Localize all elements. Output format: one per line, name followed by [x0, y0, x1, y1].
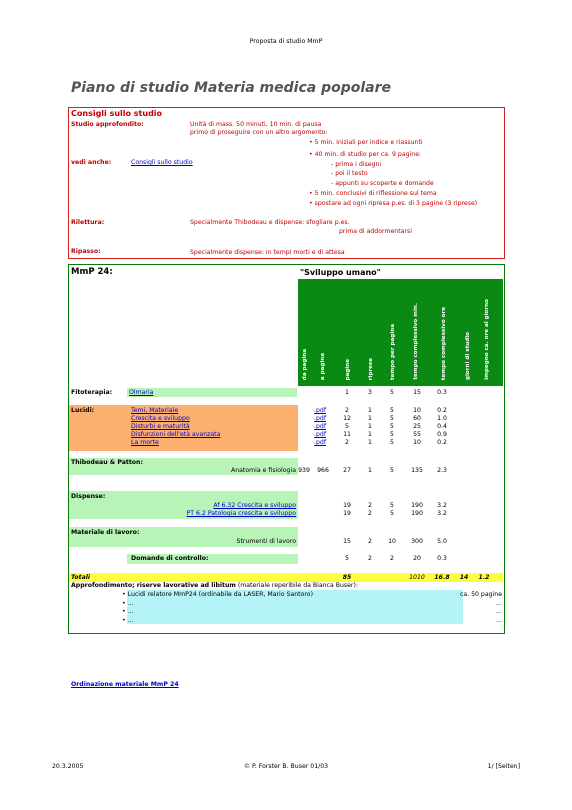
approf-line1: Unità di mass. 50 minuti, 10 min. di pausa	[190, 121, 322, 128]
lucidi-link-2[interactable]: Disturbi e maturità	[131, 423, 190, 430]
approf-item-2: • ...	[122, 600, 134, 608]
lucidi-label: Lucidi:	[71, 407, 95, 414]
column-header	[298, 279, 503, 386]
approf-dots-4: ...	[496, 617, 502, 624]
domande-label: Domande di controllo:	[131, 555, 209, 562]
dispense-link-0[interactable]: Af 6.32 Crescita e sviluppo	[213, 502, 296, 509]
lucidi-riprese-0: 1	[368, 407, 372, 414]
lucidi-pdf-3[interactable]: .pdf	[314, 431, 327, 438]
domande-riprese: 2	[368, 555, 372, 562]
lucidi-tpp-1: 5	[390, 415, 394, 422]
mmp-subtitle: "Sviluppo umano"	[300, 268, 381, 277]
fito-tpp: 5	[390, 389, 394, 396]
bullet-4: • spostare ad ogni ripresa p.es. di 3 pagine (3 riprese)	[309, 200, 477, 208]
rilettura-line1: Specialmente Thibodeau e dispense: sfogliare p.es.	[190, 219, 350, 226]
thibodeau-a: 966	[317, 467, 329, 474]
bullet-2: • 40 min. di studio per ca. 9 pagine:	[309, 151, 421, 159]
lucidi-ore-0: 0.2	[437, 407, 447, 414]
dispense-ore-1: 3.2	[437, 510, 447, 517]
lucidi-ore-3: 0.9	[437, 431, 447, 438]
dispense-ore-0: 3.2	[437, 502, 447, 509]
thibodeau-tpp: 5	[390, 467, 394, 474]
lucidi-min-2: 25	[413, 423, 421, 430]
lucidi-link-4[interactable]: La morte	[131, 439, 159, 446]
fito-min: 15	[413, 389, 421, 396]
lucidi-pagine-2: 5	[345, 423, 349, 430]
fito-label: Fitoterapia:	[71, 389, 113, 396]
lucidi-ore-2: 0.4	[437, 423, 447, 430]
lucidi-tpp-0: 5	[390, 407, 394, 414]
lucidi-pagine-3: 11	[343, 431, 351, 438]
footer-page: 1/ [Seiten]	[487, 763, 520, 770]
approf-item-1-right: ca. 50 pagine	[459, 591, 502, 598]
lucidi-pdf-2[interactable]: .pdf	[314, 423, 327, 430]
footer-copyright: © P. Forster B. Buser 01/03	[243, 763, 329, 770]
approf-dots-2: ...	[496, 600, 502, 607]
ripasso-text: Specialmente dispense: in tempi morti e di attesa	[190, 249, 345, 256]
ripasso-label: Ripasso:	[71, 248, 101, 255]
mmp-title: MmP 24:	[71, 267, 113, 277]
materiale-tpp: 10	[388, 538, 396, 545]
lucidi-min-1: 60	[413, 415, 421, 422]
bullet-3: • 5 min. conclusivi di riflessione sul tema	[309, 190, 437, 198]
materiale-pagine: 15	[343, 538, 351, 545]
approf-item-4: • ...	[122, 617, 134, 625]
lucidi-min-4: 10	[413, 439, 421, 446]
lucidi-tpp-3: 5	[390, 431, 394, 438]
fito-riprese: 3	[368, 389, 372, 396]
col-riprese: riprese	[368, 357, 374, 380]
bullet-1: • 5 min. iniziali per indice e riassunti	[309, 139, 423, 147]
lucidi-ore-4: 0.2	[437, 439, 447, 446]
lucidi-tpp-2: 5	[390, 423, 394, 430]
totali-min: 1010	[409, 574, 425, 581]
thibodeau-riprese: 1	[368, 467, 372, 474]
dispense-pagine-0: 19	[343, 502, 351, 509]
col-pagine: pagine	[345, 358, 351, 380]
thibodeau-ore: 2.3	[437, 467, 447, 474]
rilettura-line2: prima di addormentarsi	[339, 228, 412, 235]
sub-3: - appunti su scoperte e domande	[331, 180, 434, 188]
order-link[interactable]: Ordinazione materiale MmP 24	[71, 681, 179, 688]
vedi-label: vedi anche:	[71, 159, 112, 166]
thibodeau-label: Thibodeau & Patton:	[71, 459, 143, 466]
consigli-link[interactable]: Consigli sullo studio	[131, 159, 193, 166]
approf-note: (materiale reperibile da Bianca Buser):	[235, 582, 358, 589]
lucidi-link-1[interactable]: Crescita e sviluppo	[131, 415, 190, 422]
approf-label: Studio approfondito:	[71, 121, 144, 128]
materiale-riprese: 2	[368, 538, 372, 545]
lucidi-pagine-4: 2	[345, 439, 349, 446]
lucidi-pdf-1[interactable]: .pdf	[314, 415, 327, 422]
dispense-label: Dispense:	[71, 493, 106, 500]
materiale-ore: 5.0	[437, 538, 447, 545]
col-tempo-per-pagina: tempo per pagina	[390, 323, 396, 380]
lucidi-pdf-4[interactable]: .pdf	[314, 439, 327, 446]
lucidi-pdf-0[interactable]: .pdf	[314, 407, 327, 414]
totali-label: Totali	[71, 574, 91, 581]
dispense-link-1[interactable]: PT 6.2 Patologia crescita e sviluppo	[186, 510, 296, 517]
dispense-tpp-1: 5	[390, 510, 394, 517]
col-a-pagina: a pagina	[320, 352, 326, 380]
approf-heading: Approfondimento; riserve lavorative ad libitum	[71, 582, 236, 589]
thibodeau-pagine: 27	[343, 467, 351, 474]
page-header: Proposta di studio MmP	[249, 38, 323, 45]
approf-line2: primo di proseguire con un altro argomento:	[190, 129, 328, 136]
dispense-pagine-1: 19	[343, 510, 351, 517]
dispense-tpp-0: 5	[390, 502, 394, 509]
domande-tpp: 2	[390, 555, 394, 562]
lucidi-riprese-1: 1	[368, 415, 372, 422]
consigli-box	[68, 107, 505, 259]
materiale-min: 300	[411, 538, 423, 545]
totali-ore: 16.8	[434, 574, 450, 581]
consigli-heading: Consigli sullo studio	[71, 109, 163, 118]
col-da-pagina: da pagina	[302, 348, 308, 380]
mmp-box	[68, 264, 505, 634]
fito-pagine: 1	[345, 389, 349, 396]
dispense-min-1: 190	[411, 510, 423, 517]
approf-item-3: • ...	[122, 608, 134, 616]
approf-item-1: • Lucidi relatore MmP24 (ordinabile da LASER, Mario Santoro)	[122, 591, 313, 599]
lucidi-link-0[interactable]: Temi, Materiale	[131, 407, 179, 414]
lucidi-tpp-4: 5	[390, 439, 394, 446]
sub-1: - prima i disegni	[331, 161, 381, 169]
lucidi-min-0: 10	[413, 407, 421, 414]
dispense-min-0: 190	[411, 502, 423, 509]
lucidi-riprese-3: 1	[368, 431, 372, 438]
lucidi-pagine-0: 2	[345, 407, 349, 414]
totali-impegno: 1.2	[478, 574, 490, 581]
thibodeau-da: 939	[298, 467, 310, 474]
materiale-label: Materiale di lavoro:	[71, 529, 140, 536]
page-title: Piano di studio Materia medica popolare	[71, 80, 392, 96]
thibodeau-topic: Anatomia e fisiologia	[230, 467, 296, 474]
rilettura-label: Rilettura:	[71, 219, 105, 226]
sub-2: - poi il testo	[331, 170, 368, 178]
lucidi-pagine-1: 12	[343, 415, 351, 422]
footer-date: 20.3.2005	[52, 763, 84, 770]
col-tempo-ore: tempo complessivo ore	[441, 306, 447, 380]
lucidi-riprese-4: 1	[368, 439, 372, 446]
col-tempo-min: tempo complessivo min.	[413, 303, 419, 380]
domande-min: 20	[413, 555, 421, 562]
dispense-riprese-0: 2	[368, 502, 372, 509]
materiale-topic: Strumenti di lavoro	[236, 538, 296, 545]
totali-pagine: 85	[342, 574, 352, 581]
dispense-riprese-1: 2	[368, 510, 372, 517]
lucidi-ore-1: 1.0	[437, 415, 447, 422]
lucidi-link-3[interactable]: Disfunzioni dell'età avanzata	[131, 431, 221, 438]
col-giorni: giorni di studio	[465, 332, 471, 380]
totali-giorni: 14	[459, 574, 469, 581]
lucidi-riprese-2: 1	[368, 423, 372, 430]
approf-dots-3: ...	[496, 608, 502, 615]
col-impegno: impegno ca. ore al giorno	[484, 299, 490, 380]
thibodeau-min: 135	[411, 467, 423, 474]
domande-ore: 0.3	[437, 555, 447, 562]
lucidi-min-3: 55	[413, 431, 421, 438]
fito-link[interactable]: Olmaria	[129, 389, 154, 396]
fito-ore: 0.3	[437, 389, 447, 396]
domande-pagine: 5	[345, 555, 349, 562]
